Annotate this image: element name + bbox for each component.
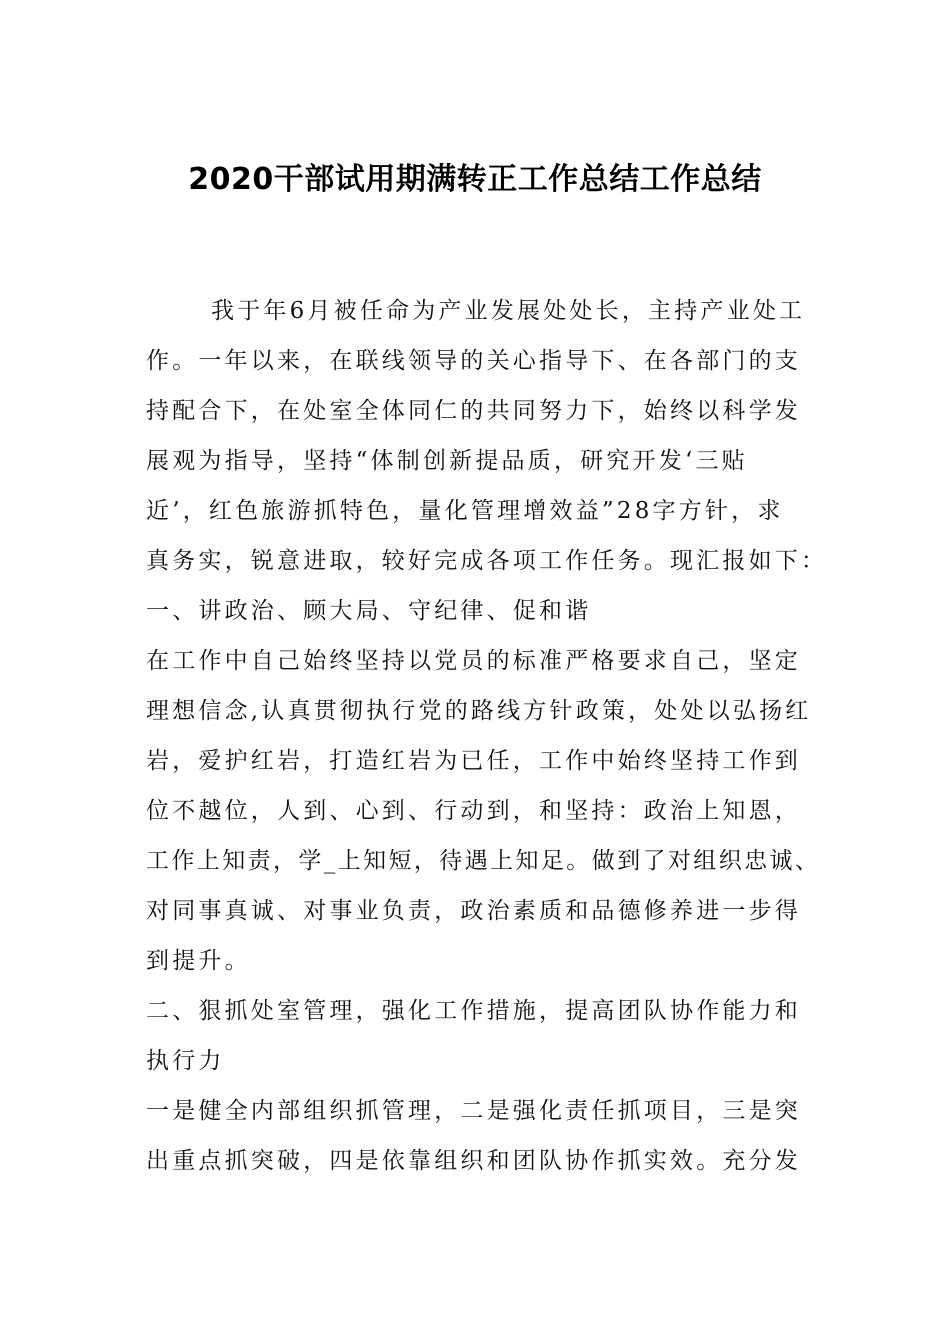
paragraph-line: 工作上知责，学_上知短，待遇上知足。做到了对组织忠诚、 xyxy=(146,848,821,874)
section-heading: 一、讲政治、顾大局、守纪律、促和谐 xyxy=(146,598,592,624)
section-heading: 执行力 xyxy=(146,1048,225,1074)
paragraph-line: 近’，红色旅游抓特色，量化管理增效益”28字方针，求 xyxy=(146,498,784,524)
paragraph-line: 真务实，锐意进取，较好完成各项工作任务。现汇报如下： xyxy=(146,548,828,574)
document-title: 2020干部试用期满转正工作总结工作总结 xyxy=(188,162,762,197)
paragraph-line: 对同事真诚、对事业负责，政治素质和品德修养进一步得 xyxy=(146,898,801,924)
paragraph-line: 位不越位，人到、心到、行动到，和坚持：政治上知恩， xyxy=(146,798,801,824)
paragraph-line: 岩，爱护红岩，打造红岩为已任，工作中始终坚持工作到 xyxy=(146,748,801,774)
paragraph-line: 理想信念,认真贯彻执行党的路线方针政策，处处以弘扬红 xyxy=(146,698,812,724)
paragraph-line: 在工作中自己始终坚持以党员的标准严格要求自己，坚定 xyxy=(146,648,801,674)
paragraph-line: 出重点抓突破，四是依靠组织和团队协作抓实效。充分发 xyxy=(146,1148,801,1174)
paragraph-line: 到提升。 xyxy=(146,948,251,974)
paragraph-line: 展观为指导，坚持“体制创新提品质，研究开发‘三贴 xyxy=(146,448,748,474)
paragraph-line: 持配合下，在处室全体同仁的共同努力下，始终以科学发 xyxy=(146,398,801,424)
paragraph-line: 我于年6月被任命为产业发展处处长，主持产业处工 xyxy=(211,298,806,324)
paragraph-line: 作。一年以来，在联线领导的关心指导下、在各部门的支 xyxy=(146,348,801,374)
paragraph-line: 一是健全内部组织抓管理，二是强化责任抓项目，三是突 xyxy=(146,1098,801,1124)
section-heading: 二、狠抓处室管理，强化工作措施，提高团队协作能力和 xyxy=(146,998,801,1024)
document-body xyxy=(146,286,846,1186)
